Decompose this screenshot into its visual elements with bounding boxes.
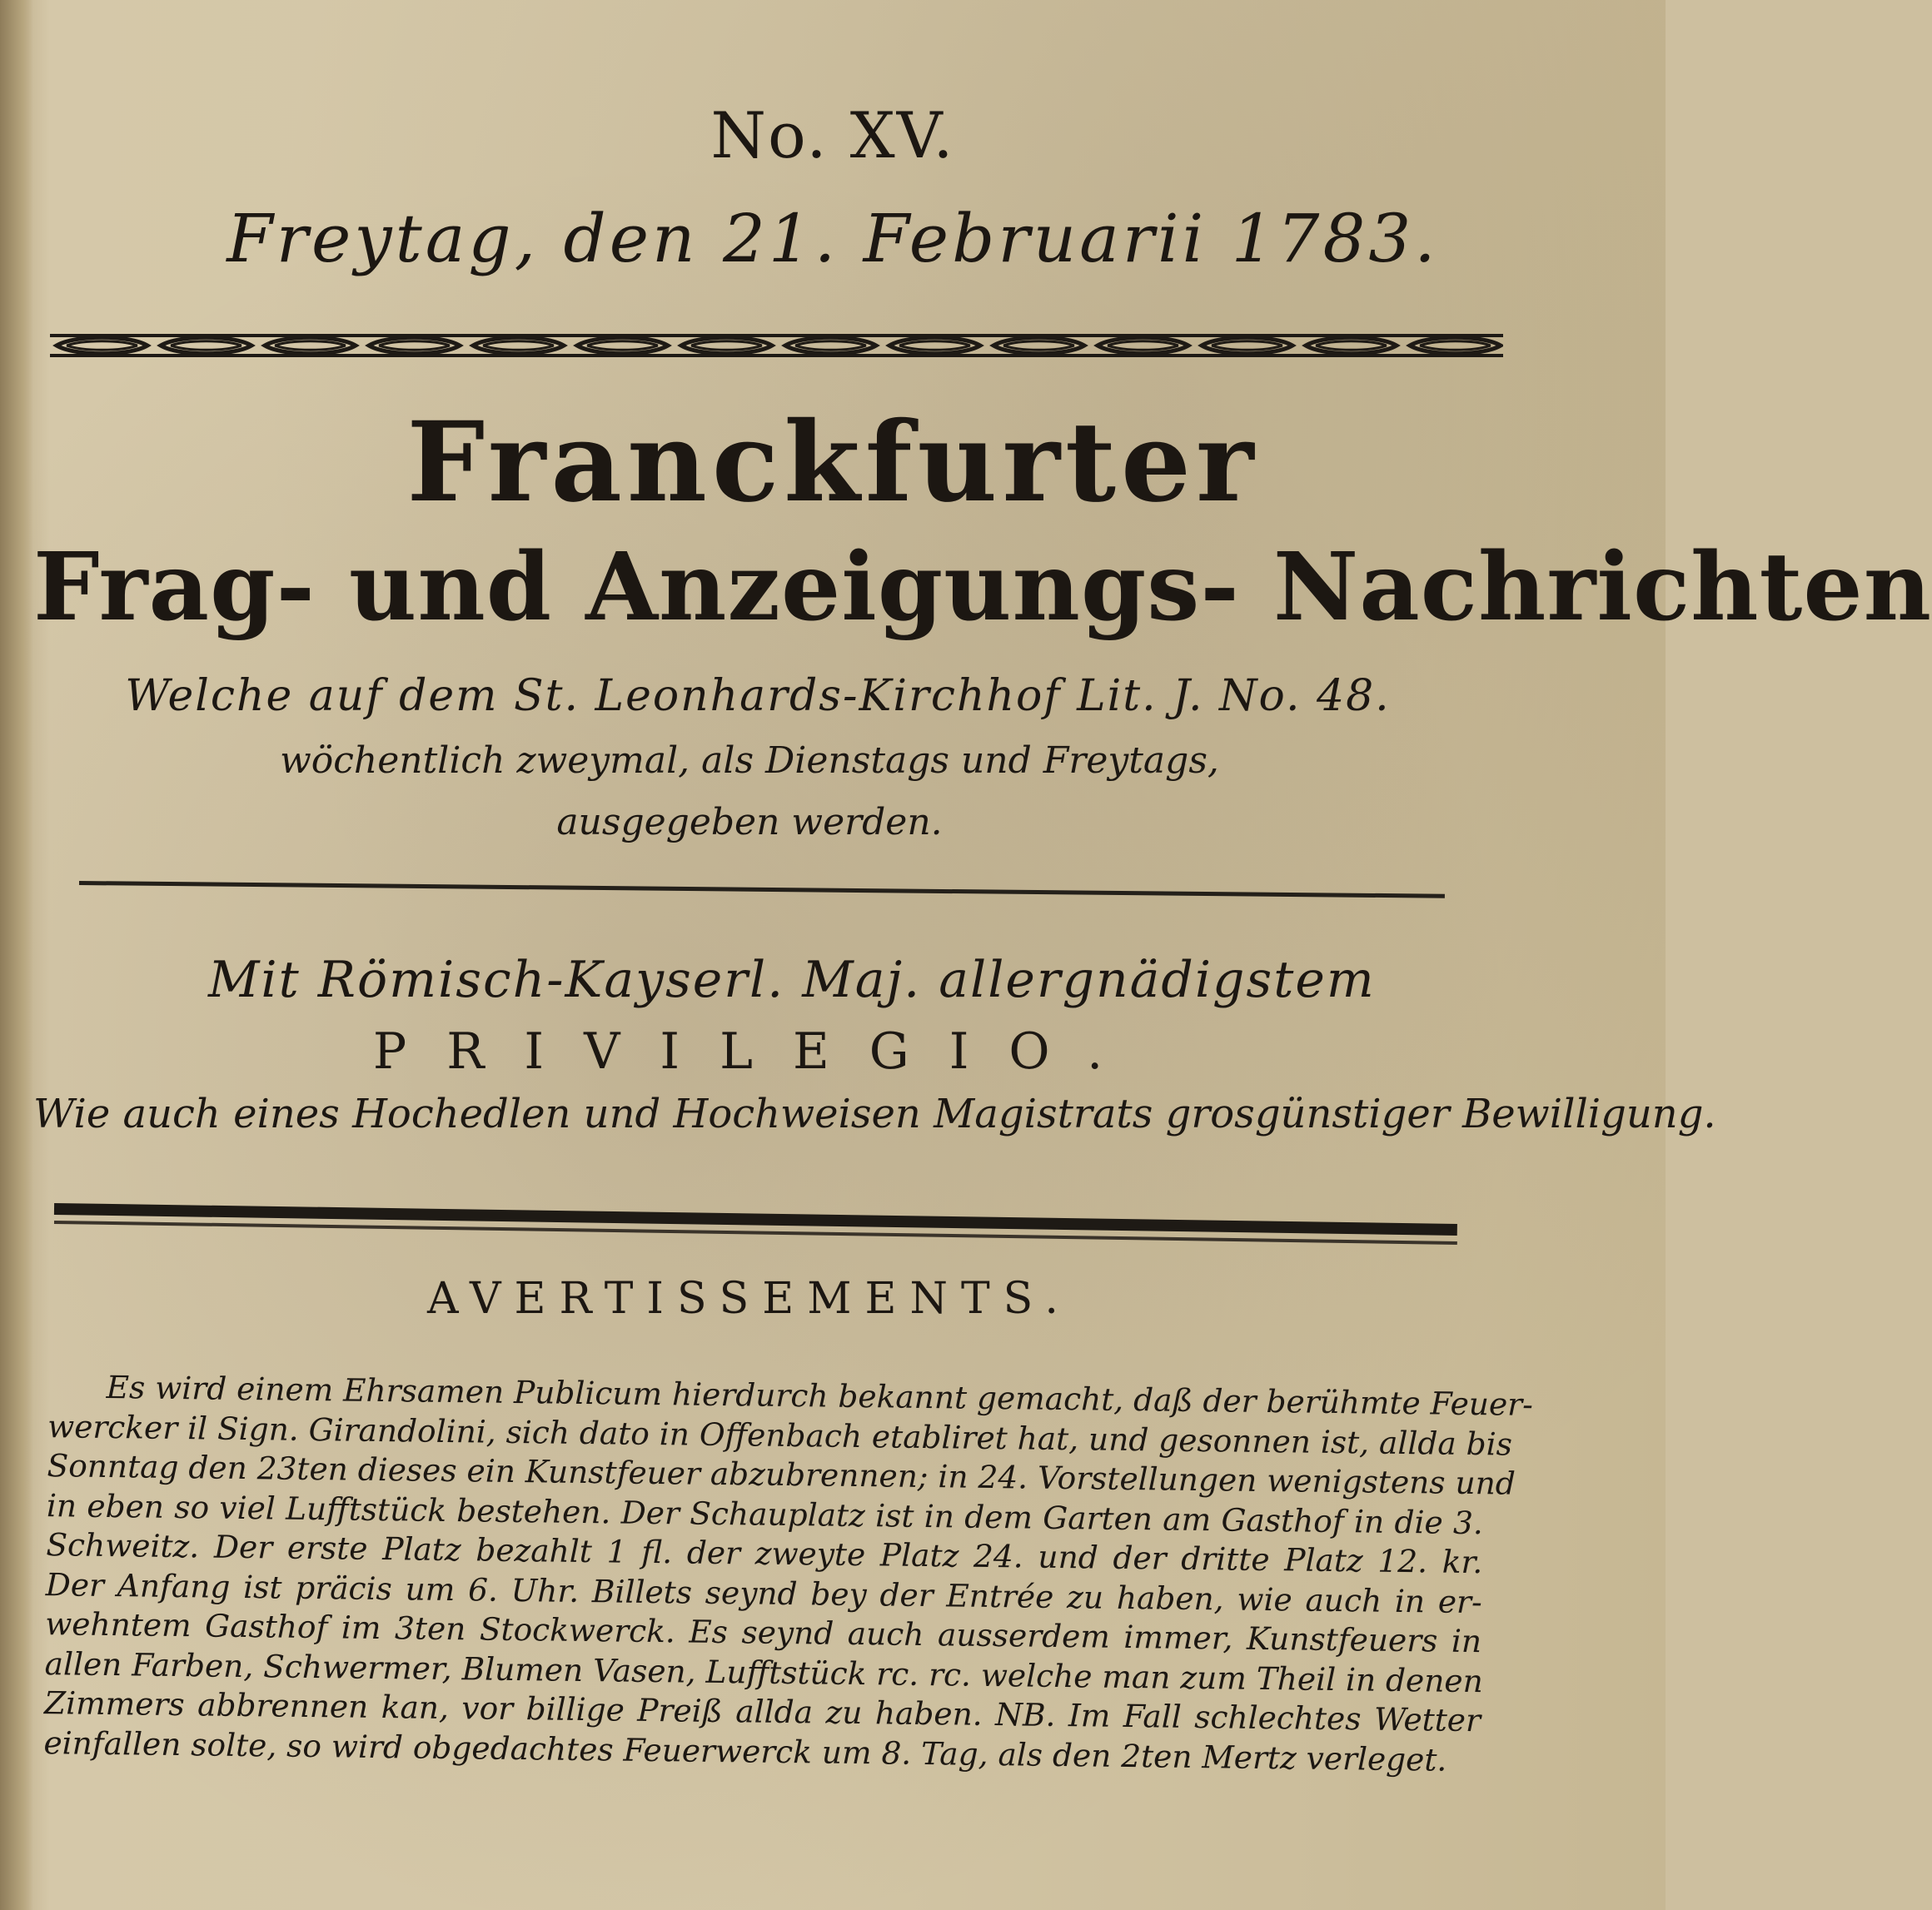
publisher-address-line1: Welche auf dem St. Leonhards-Kirchhof Lit. J. No. 48. (125, 671, 1391, 721)
newspaper-title-line1: Franckfurter (406, 398, 1259, 527)
issue-number: No. XV. (710, 98, 955, 172)
newspaper-title-line2: Frag- und Anzeigungs- Nachrichten (33, 533, 1932, 642)
ornamental-chain-border (50, 331, 1503, 360)
body-line: allen Farben, Schwermer, Blumen Vasen, Lufftstück rc. rc. welche man zum Theil in denen (44, 1644, 1484, 1699)
issue-date: Freytag, den 21. Februarii 1783. (227, 200, 1439, 277)
divider-thin (79, 881, 1445, 898)
body-line: wehntem Gasthof im 3ten Stockwerck. Es seynd auch ausserdem immer, Kunstfeuers in (44, 1605, 1482, 1660)
body-line: einfallen solte, so wird obgedachtes Feuerwerck um 8. Tag, als den 2ten Mertz verleget. (43, 1723, 1447, 1778)
body-line: Es wird einem Ehrsamen Publicum hierdurch bekannt gemacht, daß der berühmte Feuer- (106, 1368, 1534, 1423)
privilege-line3: Wie auch eines Hochedlen und Hochweisen Magistrats grosgünstiger Bewilligung. (33, 1091, 1716, 1137)
body-line: Schweitz. Der erste Platz bezahlt 1 fl. der zweyte Platz 24. und der dritte Platz 12. kr. (46, 1526, 1483, 1581)
body-line: wercker il Sign. Girandolini, sich dato in Offenbach etabliret hat, und gesonnen ist, allda bis (47, 1407, 1513, 1463)
privilege-line1: Mit Römisch-Kayserl. Maj. allergnädigstem (208, 951, 1376, 1009)
section-heading: AVERTISSEMENTS. (427, 1274, 1072, 1324)
publisher-address-line3: ausgegeben werden. (556, 801, 943, 843)
publisher-address-line2: wöchentlich zweymal, als Dienstags und Freytags, (280, 739, 1219, 782)
body-line: Sonntag den 23ten dieses ein Kunstfeuer abzubrennen; in 24. Vorstellungen wenigstens und (47, 1447, 1516, 1502)
body-line: Zimmers abbrennen kan, vor billige Preiß allda zu haben. NB. Im Fall schlechtes Wetter (43, 1684, 1481, 1739)
body-line: Der Anfang ist präcis um 6. Uhr. Billets seynd bey der Entrée zu haben, wie auch in er- (45, 1565, 1482, 1620)
advertisement-body (35, 1367, 1534, 1780)
privilege-heading: PRIVILEGIO. (372, 1022, 1143, 1081)
book-spine-shadow (0, 0, 33, 1910)
body-line: in eben so viel Lufftstück bestehen. Der Schauplatz ist in dem Garten am Gasthof in die 3. (46, 1486, 1484, 1541)
